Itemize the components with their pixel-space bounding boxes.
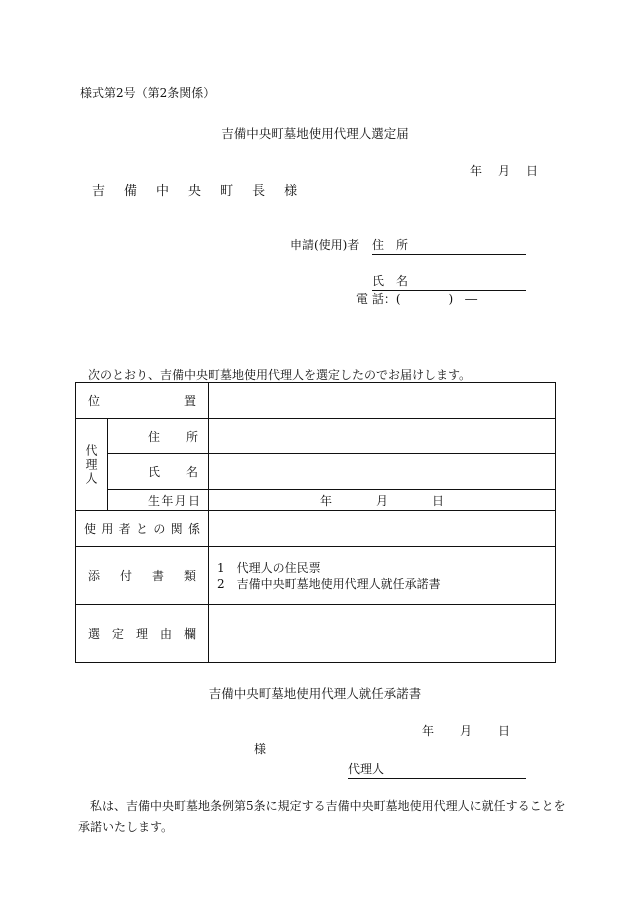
consent-date xyxy=(422,722,536,739)
agent-address-label: 住 所 xyxy=(108,419,209,454)
applicant-phone: 電 話：( ) ― xyxy=(356,292,478,306)
row-agent-dob xyxy=(76,490,556,511)
applicant-label: 申請(使用)者 xyxy=(290,238,360,252)
date-day: 日 xyxy=(526,164,541,178)
applicant-name-label: 氏 名 xyxy=(372,274,409,288)
addressee-char: 吉 xyxy=(92,184,106,199)
consent-statement: 私は、吉備中央町墓地条例第5条に規定する吉備中央町墓地使用代理人に就任することを承諾いたします。 xyxy=(78,799,566,834)
relationship-label: 使 用 者 と の 関 係 xyxy=(76,511,209,547)
proxy-name-field[interactable] xyxy=(348,760,526,779)
row-relationship xyxy=(76,511,556,547)
agent-name-label: 氏 名 xyxy=(108,454,209,490)
proxy-label: 代理人 xyxy=(348,762,385,776)
agent-label: 代理人 xyxy=(76,419,108,511)
location-label: 位 置 xyxy=(76,383,209,419)
row-reason xyxy=(76,605,556,663)
intro-text: 次のとおり、吉備中央町墓地使用代理人を選定したのでお届けします。 xyxy=(88,368,472,382)
addressee-char: 様 xyxy=(284,184,298,199)
consent-addressee: 様 xyxy=(254,742,267,756)
agent-selection-table xyxy=(75,382,556,663)
document-title: 吉備中央町墓地使用代理人選定届 xyxy=(221,126,409,141)
date-year: 年 xyxy=(422,724,435,738)
applicant-name-field[interactable] xyxy=(372,272,526,291)
attachment-item: 1 代理人の住民票 xyxy=(217,560,321,575)
date-month: 月 xyxy=(498,164,513,178)
row-agent-address xyxy=(76,419,556,454)
form-number-label: 様式第2号（第2条関係） xyxy=(80,86,216,100)
date-day: 日 xyxy=(498,724,511,738)
addressee-char: 備 xyxy=(124,184,138,199)
relationship-value[interactable] xyxy=(209,511,556,547)
row-attachments xyxy=(76,547,556,605)
attachments-value xyxy=(209,547,556,605)
applicant-address-field[interactable] xyxy=(372,236,526,255)
attachments-label: 添 付 書 類 xyxy=(76,547,209,605)
consent-title: 吉備中央町墓地使用代理人就任承諾書 xyxy=(208,686,422,701)
reason-label: 選 定 理 由 欄 xyxy=(76,605,209,663)
agent-dob-label: 生 年 月 日 xyxy=(108,490,209,511)
addressee xyxy=(92,180,316,199)
row-agent-name xyxy=(76,454,556,490)
row-location xyxy=(76,383,556,419)
date-year: 年 xyxy=(470,164,485,178)
location-value[interactable] xyxy=(209,383,556,419)
date-month: 月 xyxy=(460,724,473,738)
reason-value[interactable] xyxy=(209,605,556,663)
addressee-char: 中 xyxy=(156,184,170,199)
applicant-address-label: 住 所 xyxy=(372,238,409,252)
addressee-char: 町 xyxy=(220,184,234,199)
agent-name-value[interactable] xyxy=(209,454,556,490)
agent-address-value[interactable] xyxy=(209,419,556,454)
submission-date xyxy=(470,162,554,179)
addressee-char: 央 xyxy=(188,184,202,199)
agent-dob-value[interactable]: 年 月 日 xyxy=(209,490,556,511)
attachment-item: 2 吉備中央町墓地使用代理人就任承諾書 xyxy=(217,576,441,591)
addressee-char: 長 xyxy=(252,184,266,199)
